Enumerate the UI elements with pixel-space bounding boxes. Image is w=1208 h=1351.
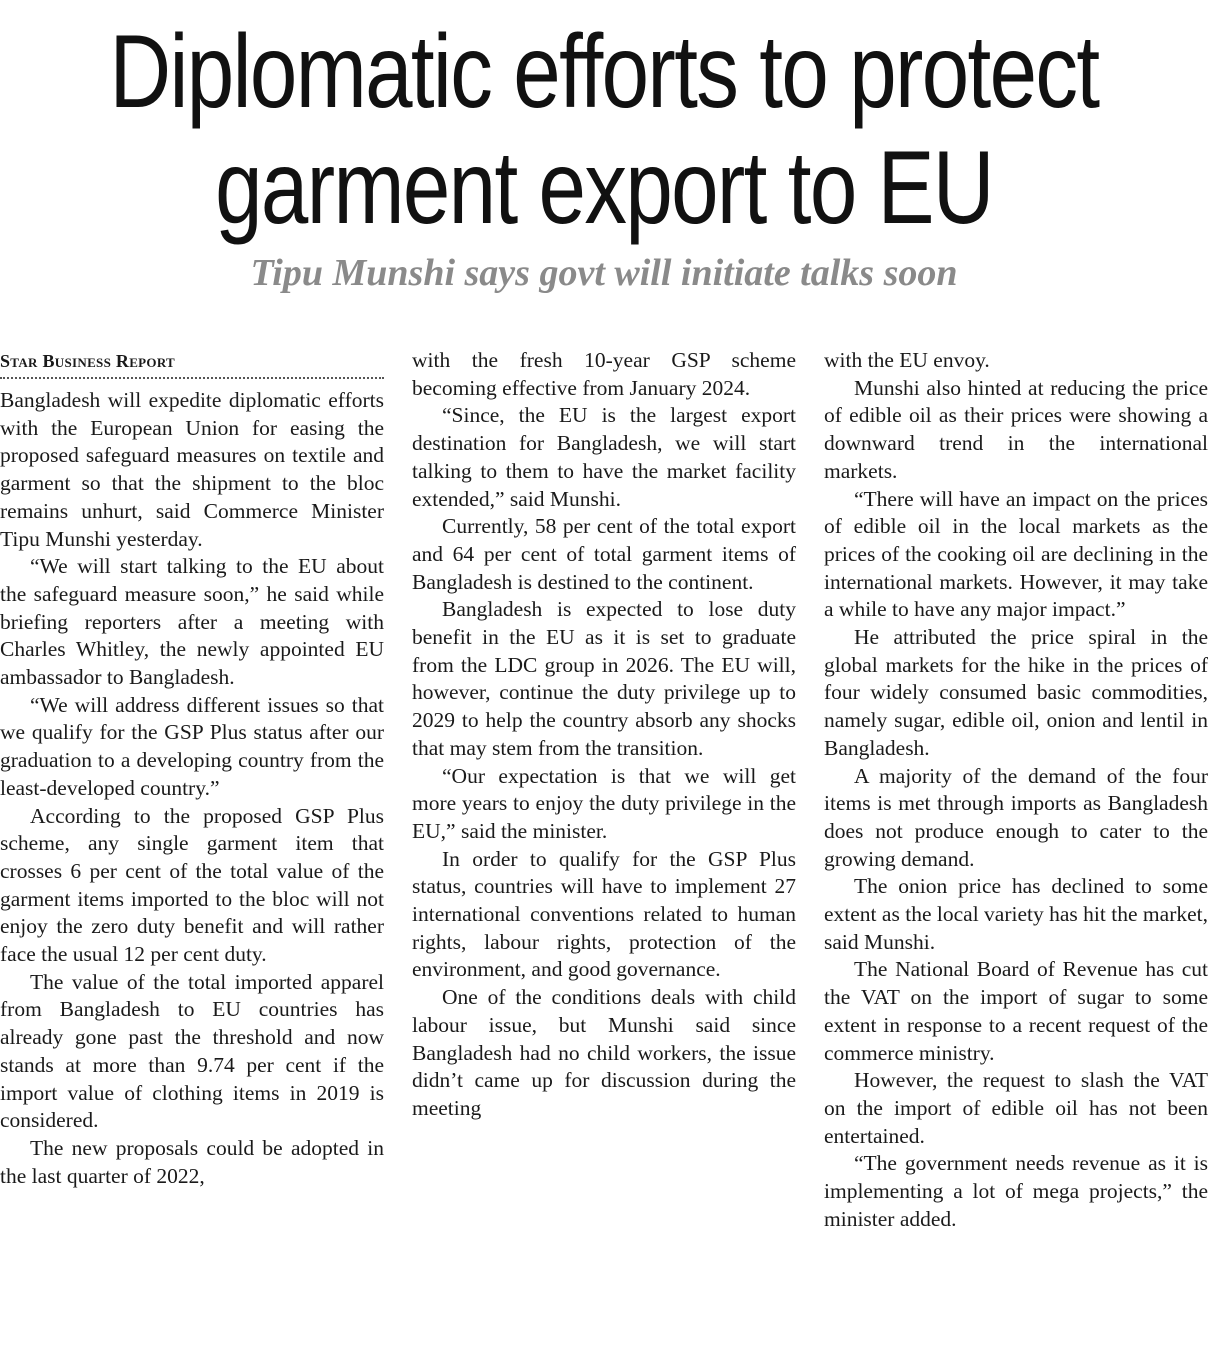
column-2 bbox=[412, 347, 796, 1347]
paragraph: The onion price has declined to some extent as the local variety has hit the market, said Munshi. bbox=[824, 874, 1208, 954]
paragraph: The National Board of Revenue has cut the VAT on the import of sugar to some extent in response to a recent request of the commerce ministry. bbox=[824, 957, 1208, 1065]
headline-line-2: garment export to EU bbox=[215, 130, 993, 246]
paragraph: “Since, the EU is the largest export destination for Bangladesh, we will start talking to them to have the market facility extended,” said Munshi. bbox=[412, 403, 796, 511]
headline bbox=[109, 0, 1100, 246]
headline-line-1: Diplomatic efforts to protect bbox=[109, 14, 1099, 130]
column-1 bbox=[0, 347, 384, 1347]
paragraph: According to the proposed GSP Plus scheme, any single garment item that crosses 6 per cent of the total value of the garment items imported to the bloc will not enjoy the zero duty benefit and will rather face the usual 12 per cent duty. bbox=[0, 803, 384, 967]
paragraph: “The government needs revenue as it is implementing a lot of mega projects,” the minister added. bbox=[824, 1151, 1208, 1231]
paragraph: “We will start talking to the EU about the safeguard measure soon,” he said while briefing reporters after a meeting with Charles Whitley, the newly appointed EU ambassador to Bangladesh. bbox=[0, 554, 384, 690]
paragraph: Munshi also hinted at reducing the price of edible oil as their prices were showing a downward trend in the international markets. bbox=[824, 375, 1208, 483]
paragraph: “Our expectation is that we will get more years to enjoy the duty privilege in the EU,” said the minister. bbox=[412, 763, 796, 843]
column-3 bbox=[824, 347, 1208, 1347]
paragraph: However, the request to slash the VAT on the import of edible oil has not been entertained. bbox=[824, 1068, 1208, 1148]
paragraph: with the fresh 10-year GSP scheme becoming effective from January 2024. bbox=[412, 348, 796, 400]
byline: Star Business Report bbox=[0, 347, 384, 379]
paragraph: Bangladesh is expected to lose duty benefit in the EU as it is set to graduate from the LDC group in 2026. The EU will, however, continue the duty privilege up to 2029 to help the country absorb any shocks that may stem from the transition. bbox=[412, 597, 796, 760]
paragraph: with the EU envoy. bbox=[824, 348, 990, 372]
paragraph: One of the conditions deals with child labour issue, but Munshi said since Bangladesh had no child workers, the issue didn’t came up for discussion during the meeting bbox=[412, 985, 796, 1120]
paragraph: A majority of the demand of the four items is met through imports as Bangladesh does not produce enough to cater to the growing demand. bbox=[824, 763, 1208, 871]
paragraph: The new proposals could be adopted in the last quarter of 2022, bbox=[0, 1135, 384, 1188]
paragraph: “There will have an impact on the prices of edible oil in the local markets as the prices of the cooking oil are declining in the international markets. However, it may take a while to have any major impact.” bbox=[824, 486, 1208, 622]
subheadline: Tipu Munshi says govt will initiate talks soon bbox=[250, 252, 958, 294]
paragraph: He attributed the price spiral in the global markets for the hike in the prices of four widely consumed basic commodities, namely sugar, edible oil, onion and lentil in Bangladesh. bbox=[824, 625, 1208, 760]
article-body bbox=[0, 347, 1208, 1347]
paragraph: In order to qualify for the GSP Plus status, countries will have to implement 27 international conventions related to human rights, labour rights, protection of the environment, and good governance. bbox=[412, 846, 796, 982]
paragraph: The value of the total imported apparel from Bangladesh to EU countries has already gone past the threshold and now stands at more than 9.74 per cent if the import value of clothing items in 2019 is considered. bbox=[0, 969, 384, 1133]
paragraph: “We will address different issues so that we qualify for the GSP Plus status after our graduation to a developing country from the least-developed country.” bbox=[0, 692, 384, 800]
paragraph: Currently, 58 per cent of the total export and 64 per cent of total garment items of Bangladesh is destined to the continent. bbox=[412, 514, 796, 594]
paragraph: Bangladesh will expedite diplomatic efforts with the European Union for easing the proposed safeguard measures on textile and garment so that the shipment to the bloc remains unhurt, said Commerce Minister Tipu Munshi yesterday. bbox=[0, 388, 384, 551]
